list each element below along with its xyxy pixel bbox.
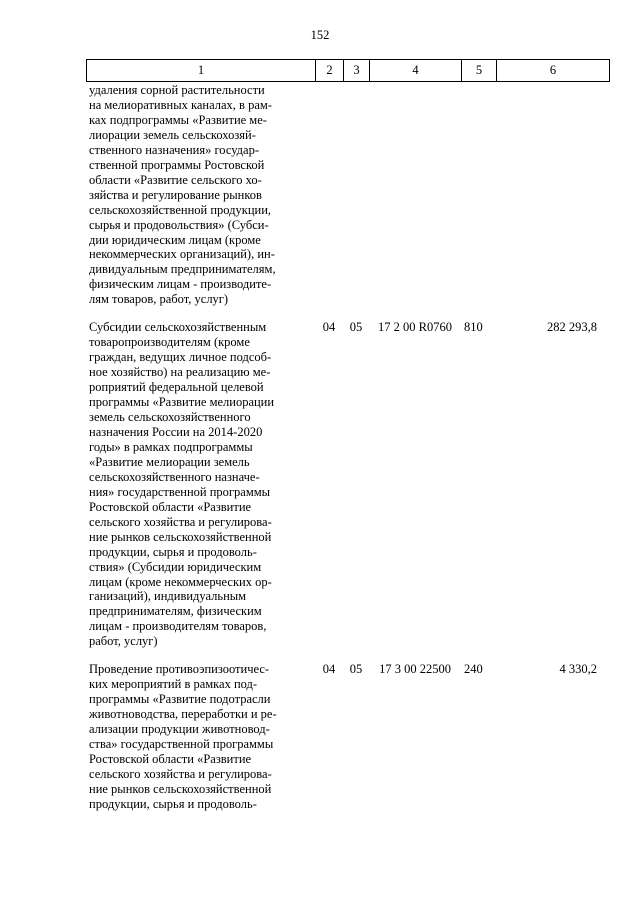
description-line: программы «Развитие подотрасли (89, 692, 271, 707)
description-line: ких мероприятий в рамках под- (89, 677, 258, 692)
description-line: лицам - производителям товаров, (89, 619, 267, 634)
subsection-code (343, 83, 369, 307)
subsection-code: 05 (349, 662, 363, 677)
table-row (86, 320, 609, 649)
target-article-code (369, 83, 461, 307)
description-line: ственного назначения» государ- (89, 142, 260, 157)
description-line: сельскохозяйственного назначе- (89, 469, 260, 484)
description-line: некоммерческих организаций), ин- (89, 247, 275, 262)
description-line: работ, услуг) (89, 634, 158, 649)
description-line: предпринимателям, физическим (89, 604, 262, 619)
description-line: физическим лицам - производите- (89, 277, 272, 292)
description-line: программы «Развитие мелиорации (89, 395, 275, 410)
header-col-4: 4 (370, 60, 462, 82)
target-article-code: 17 2 00 R0760 (378, 320, 452, 335)
expense-type-code: 240 (464, 662, 483, 677)
table-row (86, 662, 609, 812)
description-line: ства» государственной программы (89, 737, 274, 752)
header-col-3: 3 (344, 60, 370, 82)
amount-value (496, 83, 609, 307)
description-line: Субсидии сельскохозяйственным (89, 320, 267, 335)
table-header (86, 59, 610, 82)
description-line: сельского хозяйства и регулирова- (89, 514, 272, 529)
target-article-code: 17 3 00 22500 (379, 662, 451, 677)
description-line: ках подпрограммы «Развитие ме- (89, 112, 267, 127)
description-line: дии юридическим лицам (кроме (89, 232, 261, 247)
row-description (86, 662, 315, 812)
subsection-code: 05 (349, 320, 363, 335)
description-line: дивидуальным предпринимателям, (89, 262, 276, 277)
description-line: ния» государственной программы (89, 484, 271, 499)
description-line: Ростовской области «Развитие (89, 499, 252, 514)
description-line: ственной программы Ростовской (89, 157, 265, 172)
amount-value: 4 330,2 (559, 662, 597, 677)
row-description (86, 83, 315, 307)
description-line: годы» в рамках подпрограммы (89, 439, 253, 454)
header-col-2: 2 (316, 60, 344, 82)
header-col-1: 1 (87, 60, 316, 82)
amount-value: 282 293,8 (547, 320, 597, 335)
description-line: зяйства и регулирование рынков (89, 187, 262, 202)
description-line: на мелиоративных каналах, в рам- (89, 97, 272, 112)
row-description (86, 320, 315, 649)
section-code: 04 (322, 320, 336, 335)
description-line: лицам (кроме некоммерческих ор- (89, 574, 272, 589)
description-line: «Развитие мелиорации земель (89, 454, 250, 469)
description-line: сельского хозяйства и регулирова- (89, 766, 272, 781)
description-line: животноводства, переработки и ре- (89, 707, 277, 722)
description-line: Ростовской области «Развитие (89, 751, 252, 766)
description-line: граждан, ведущих личное подсоб- (89, 350, 272, 365)
header-col-6: 6 (497, 60, 610, 82)
description-line: лиорации земель сельскохозяй- (89, 127, 256, 142)
description-line: лям товаров, работ, услуг) (89, 292, 229, 307)
description-line: ализации продукции животновод- (89, 722, 270, 737)
description-line: земель сельскохозяйственного (89, 410, 251, 425)
description-line: продукции, сырья и продоволь- (89, 796, 257, 811)
expense-type-code: 810 (464, 320, 483, 335)
section-code: 04 (322, 662, 336, 677)
section-code (315, 83, 343, 307)
description-line: ганизаций), индивидуальным (89, 589, 247, 604)
description-line: ние рынков сельскохозяйственной (89, 781, 272, 796)
description-line: товаропроизводителям (кроме (89, 335, 250, 350)
description-line: назначения России на 2014-2020 (89, 424, 263, 439)
description-line: области «Развитие сельского хо- (89, 172, 262, 187)
description-line: удаления сорной растительности (89, 83, 265, 97)
description-line: роприятий федеральной целевой (89, 380, 264, 395)
description-line: Проведение противоэпизоотичес- (89, 662, 270, 677)
description-line: ное хозяйство) на реализацию ме- (89, 365, 271, 380)
description-line: ние рынков сельскохозяйственной (89, 529, 272, 544)
expense-type-code (461, 83, 496, 307)
description-line: сельскохозяйственной продукции, (89, 202, 272, 217)
table-row (86, 83, 609, 307)
description-line: продукции, сырья и продоволь- (89, 544, 257, 559)
table-body (86, 83, 609, 825)
page-number: 152 (310, 28, 330, 42)
header-col-5: 5 (462, 60, 497, 82)
description-line: сырья и продовольствия» (Субси- (89, 217, 269, 232)
description-line: ствия» (Субсидии юридическим (89, 559, 262, 574)
